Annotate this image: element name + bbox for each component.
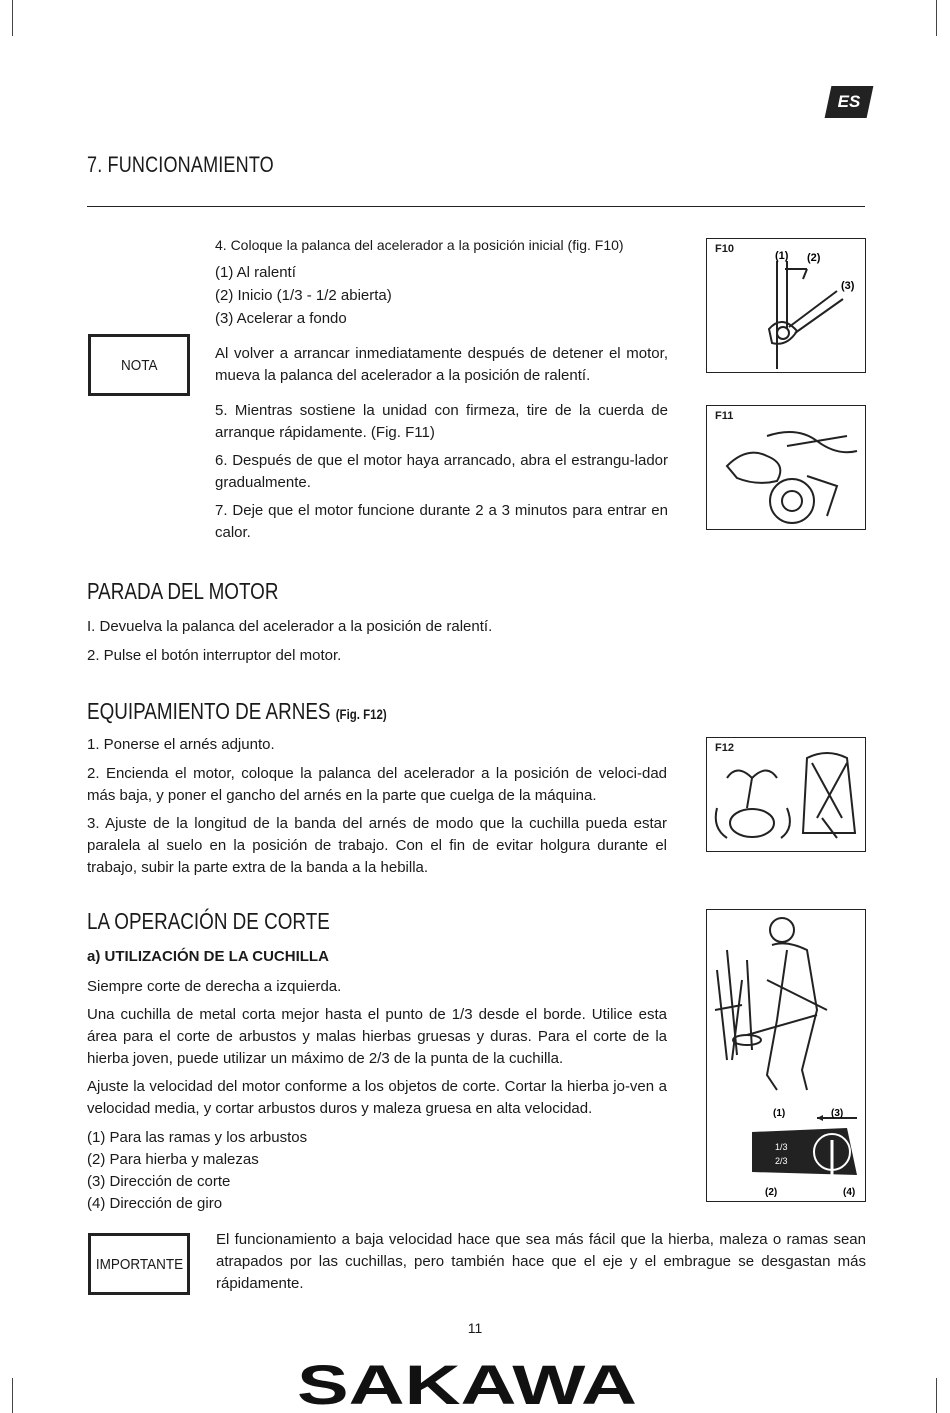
importante-label: IMPORTANTE <box>95 1255 183 1273</box>
pull-starter-drawing <box>707 406 865 529</box>
parada-item: 2. Pulse el botón interruptor del motor. <box>87 647 342 664</box>
parada-item: I. Devuelva la palanca del acelerador a la posición de ralentí. <box>87 618 493 635</box>
step7-text: 7. Deje que el motor funcione durante 2 a 3 minutos para entrar en calor. <box>215 502 668 541</box>
callout-2: (2) <box>807 252 821 264</box>
harness-drawing <box>707 738 865 851</box>
step5-text: 5. Mientras sostiene la unidad con firmeza, tire de la cuerda de arranque rápidamente. (Fig. F11) <box>215 402 668 441</box>
figure-f12 <box>706 737 866 852</box>
arnes-item: 1. Ponerse el arnés adjunto. <box>87 736 275 753</box>
cut-callout-4: (4) <box>843 1187 856 1198</box>
parada-title: PARADA DEL MOTOR <box>87 578 279 604</box>
step6-text: 6. Después de que el motor haya arrancado, abra el estrangu-lador gradualmente. <box>215 452 668 491</box>
figure-f10-label: F10 <box>715 243 734 255</box>
crop-mark <box>12 0 13 36</box>
importante-text: El funcionamiento a baja velocidad hace que sea más fácil que la hierba, maleza o ramas sean atrapados por las cuchillas, pero también hace que el eje y el embrague se desgastan más rápidamente. <box>216 1231 866 1292</box>
cut-callout-2: (2) <box>765 1187 778 1198</box>
step4-title: 4. Coloque la palanca del acelerador a la posición inicial (fig. F10) <box>215 237 624 253</box>
cut-callout-1: (1) <box>773 1108 786 1119</box>
cut-mark-2-3: 2/3 <box>775 1156 788 1166</box>
corte-item: (3) Dirección de corte <box>87 1173 231 1190</box>
corte-title: LA OPERACIÓN DE CORTE <box>87 908 330 934</box>
section-title: 7. FUNCIONAMIENTO <box>87 152 274 177</box>
step4-item: (2) Inicio (1/3 - 1/2 abierta) <box>215 287 392 304</box>
arnes-item: 3. Ajuste de la longitud de la banda del arnés de modo que la cuchilla pueda estar paralela al suelo en la posición de trabajo. Con el fin de evitar holgura durante el trabajo, subir la parte extra de la banda a la hebilla. <box>87 815 667 876</box>
figure-f10 <box>706 238 866 373</box>
page-number: 11 <box>467 1320 483 1336</box>
crop-mark <box>936 0 937 36</box>
sakawa-logo <box>296 1356 638 1408</box>
cut-callout-3: (3) <box>831 1108 844 1119</box>
language-tab <box>825 86 874 118</box>
corte-item: (4) Dirección de giro <box>87 1195 223 1212</box>
corte-p1: Siempre corte de derecha a izquierda. <box>87 978 342 995</box>
nota-text: Al volver a arrancar inmediatamente después de detener el motor, mueva la palanca del acelerador a la posición de ralentí. <box>215 345 668 384</box>
importante-box <box>88 1233 190 1295</box>
brand-name: SAKAWA <box>297 1356 637 1408</box>
cut-mark-1-3: 1/3 <box>775 1142 788 1152</box>
arnes-item: 2. Encienda el motor, coloque la palanca del acelerador a la posición de veloci-dad más baja, y poner el gancho del arnés en la parte que cuelga de la máquina. <box>87 765 667 804</box>
nota-box <box>88 334 190 396</box>
corte-p2: Una cuchilla de metal corta mejor hasta el punto de 1/3 desde el borde. Utilice esta área para el corte de arbustos y malas hierbas gruesas y duras. Para el corte de la hierba joven, puede utilizar un máximo de 2/3 de la punta de la cuchilla. <box>87 1006 667 1067</box>
language-label: ES <box>837 92 861 111</box>
corte-item: (1) Para las ramas y los arbustos <box>87 1129 308 1146</box>
crop-mark <box>936 1378 937 1413</box>
figure-f11 <box>706 405 866 530</box>
throttle-lever-drawing <box>707 239 865 372</box>
corte-item: (2) Para hierba y malezas <box>87 1151 259 1168</box>
callout-1: (1) <box>775 250 789 262</box>
arnes-title-text: EQUIPAMIENTO DE ARNES <box>87 698 331 724</box>
step4-item: (1) Al ralentí <box>215 264 296 281</box>
callout-3: (3) <box>841 280 855 292</box>
corte-p3: Ajuste la velocidad del motor conforme a los objetos de corte. Cortar la hierba jo-ven a velocidad media, y cortar arbustos duros y maleza gruesa en alta velocidad. <box>87 1078 667 1117</box>
arnes-title <box>87 698 387 725</box>
nota-label: NOTA <box>120 356 158 374</box>
cutting-operation-drawing <box>707 910 865 1201</box>
corte-subtitle: a) UTILIZACIÓN DE LA CUCHILLA <box>87 948 329 965</box>
blade-diagram <box>752 1115 857 1185</box>
figure-cutting <box>706 909 866 1202</box>
section-divider <box>87 206 865 207</box>
arnes-title-ref: (Fig. F12) <box>335 706 387 722</box>
crop-mark <box>12 1378 13 1413</box>
figure-f12-label: F12 <box>715 742 734 754</box>
figure-f11-label: F11 <box>715 410 734 422</box>
step4-item: (3) Acelerar a fondo <box>215 310 347 327</box>
